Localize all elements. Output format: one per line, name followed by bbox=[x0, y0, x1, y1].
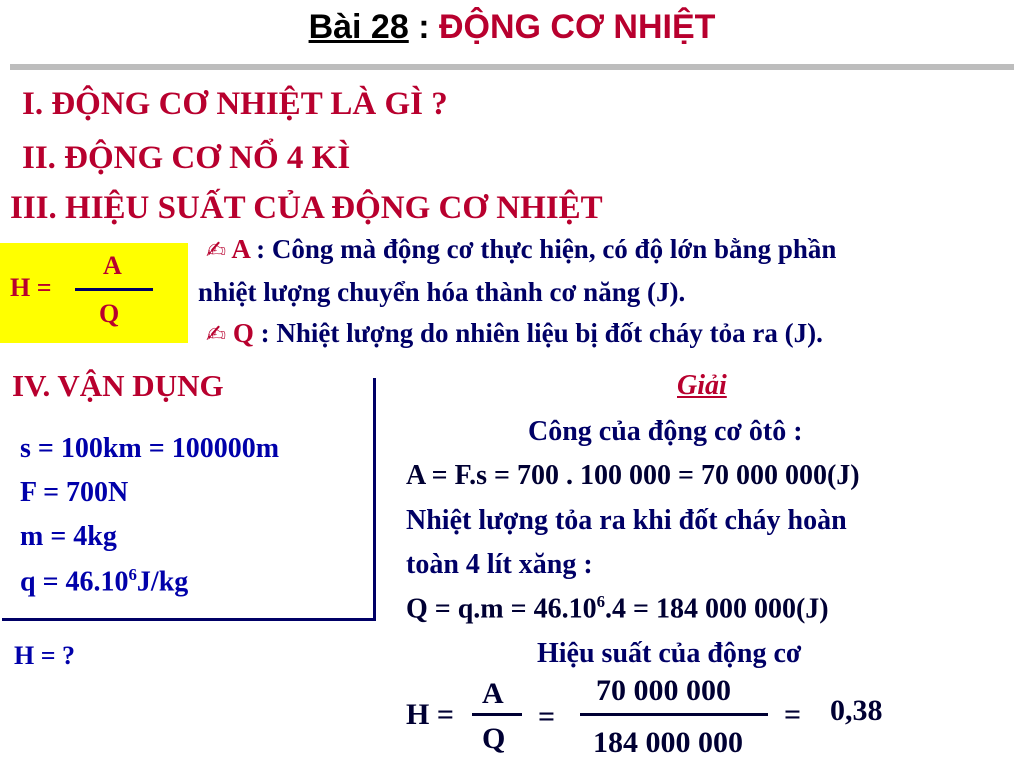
lesson-number: Bài 28 bbox=[308, 8, 409, 46]
formula-denominator: Q bbox=[99, 299, 120, 328]
section-heading-3: III. HIỆU SUẤT CỦA ĐỘNG CƠ NHIỆT bbox=[10, 190, 603, 226]
heat-value-base: q = 46.10 bbox=[20, 566, 129, 598]
lesson-title: ĐỘNG CƠ NHIỆT bbox=[438, 8, 716, 46]
section-heading-2: II. ĐỘNG CƠ NỔ 4 KÌ bbox=[22, 140, 351, 176]
note-a bbox=[206, 234, 836, 265]
solution-line: Hiệu suất của động cơ bbox=[537, 638, 802, 669]
solution-line: toàn 4 lít xăng : bbox=[406, 549, 593, 580]
fraction-bar bbox=[472, 713, 522, 716]
final-numerator-value: 70 000 000 bbox=[596, 674, 731, 707]
solution-title: Giải bbox=[677, 370, 727, 401]
efficiency-formula-box bbox=[0, 243, 188, 343]
note-q bbox=[206, 318, 823, 349]
equals-sign: = bbox=[538, 700, 556, 733]
given-distance: s = 100km = 100000m bbox=[20, 433, 280, 464]
final-result: 0,38 bbox=[830, 694, 883, 727]
given-box-border bbox=[2, 618, 376, 621]
final-denominator-value: 184 000 000 bbox=[593, 726, 743, 759]
fraction-bar bbox=[75, 288, 153, 291]
heat-formula-exponent: 6 bbox=[596, 592, 605, 611]
note-a-continuation: nhiệt lượng chuyển hóa thành cơ năng (J). bbox=[198, 277, 686, 307]
header-divider bbox=[10, 64, 1014, 70]
note-q-text: : Nhiệt lượng do nhiên liệu bị đốt cháy tỏa ra (J). bbox=[260, 318, 823, 348]
heat-formula-rest: .4 = 184 000 000(J) bbox=[604, 593, 829, 625]
given-mass: m = 4kg bbox=[20, 521, 117, 552]
heat-value-exponent: 6 bbox=[128, 565, 137, 584]
formula-lhs: H = bbox=[10, 273, 52, 302]
pencil-icon: ✍ bbox=[206, 320, 227, 348]
slide-title bbox=[0, 8, 1024, 47]
given-box-border bbox=[373, 378, 376, 621]
pencil-icon: ✍ bbox=[206, 236, 227, 264]
heat-value-unit: J/kg bbox=[136, 566, 189, 598]
given-heat-value bbox=[20, 565, 188, 598]
note-q-symbol: Q bbox=[232, 318, 254, 348]
final-denominator: Q bbox=[482, 722, 506, 755]
equals-sign: = bbox=[784, 698, 802, 731]
final-numerator: A bbox=[482, 677, 504, 710]
section-heading-1: I. ĐỘNG CƠ NHIỆT LÀ GÌ ? bbox=[22, 86, 448, 122]
fraction-bar bbox=[580, 713, 768, 716]
note-a-text: : Công mà động cơ thực hiện, có độ lớn bằng phần bbox=[256, 234, 837, 264]
section-heading-4: IV. VẬN DỤNG bbox=[12, 368, 224, 403]
solution-line: Công của động cơ ôtô : bbox=[528, 416, 803, 447]
solution-line: A = F.s = 700 . 100 000 = 70 000 000(J) bbox=[406, 460, 860, 491]
solution-line: Nhiệt lượng tỏa ra khi đốt cháy hoàn bbox=[406, 505, 847, 536]
solution-line bbox=[406, 592, 829, 625]
find-efficiency: H = ? bbox=[14, 641, 76, 670]
heat-formula-base: Q = q.m = 46.10 bbox=[406, 593, 597, 625]
formula-numerator: A bbox=[103, 251, 122, 280]
given-force: F = 700N bbox=[20, 477, 129, 508]
title-separator: : bbox=[408, 8, 439, 46]
note-a-symbol: A bbox=[231, 234, 250, 264]
final-lhs: H = bbox=[406, 698, 454, 731]
